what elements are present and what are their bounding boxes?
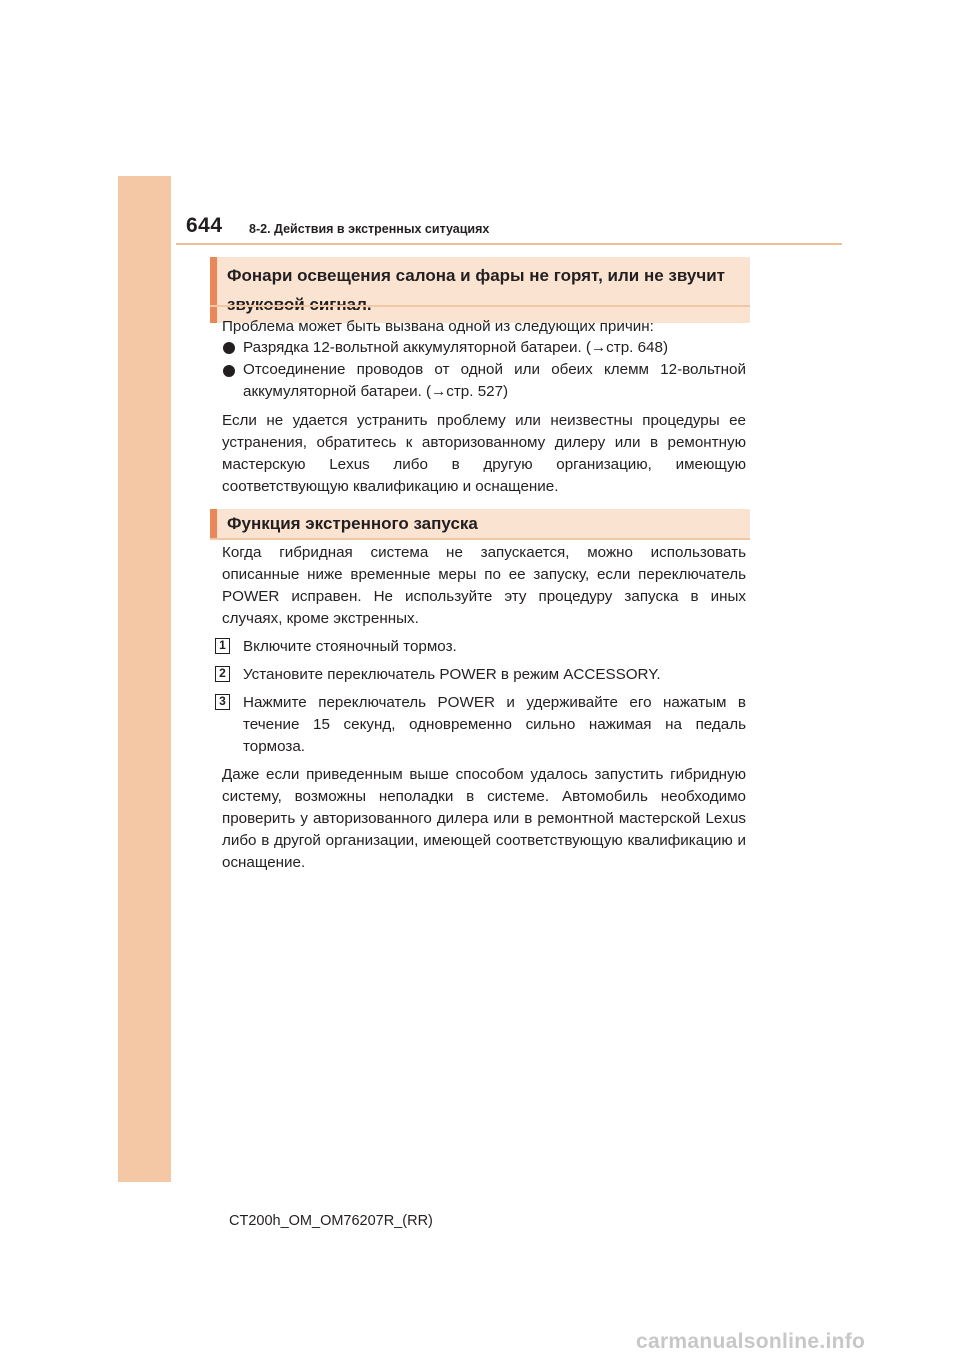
bullet-item-2: Отсоединение проводов от одной или обеих клемм 12-вольтной аккумуляторной батареи. (→стр. 527)	[243, 361, 746, 400]
bullet-icon	[223, 342, 235, 354]
step-number-2: 2	[215, 666, 230, 682]
heading-underline	[210, 305, 750, 307]
paragraph-check: Даже если приведенным выше способом удалось запустить гибридную систему, возможны неполадки в системе. Автомобиль необходимо проверить у авторизованного дилера или в ремонтной мастерской Lexus либо в другой организации, имеющей соответствующую квалификацию и оснащение.	[222, 766, 746, 871]
document-code: CT200h_OM_OM76207R_(RR)	[229, 1213, 433, 1229]
section-title: 8-2. Действия в экстренных ситуациях	[249, 222, 490, 236]
bullet-item-1: Разрядка 12-вольтной аккумуляторной батареи. (→стр. 648)	[243, 339, 669, 356]
step-number-3: 3	[215, 694, 230, 710]
bullet-icon	[223, 365, 235, 377]
paragraph-dealer: Если не удается устранить проблему или неизвестны процедуры ее устранения, обратитесь к авторизованному дилеру или в ремонтную мастерскую Lexus либо в другую организацию, имеющую соответствующую квалификацию и оснащение.	[222, 412, 746, 495]
paragraph-emergency-start: Когда гибридная система не запускается, можно использовать описанные ниже временные меры по ее запуску, если переключатель POWER исправен. Не используйте эту процедуру запуска в иных случаях, кроме экстренных.	[222, 544, 746, 627]
heading-emergency-start: Функция экстренного запуска	[210, 509, 750, 539]
watermark: carmanualsonline.info	[636, 1330, 866, 1353]
side-color-band	[118, 176, 171, 1182]
heading-lights-horn: Фонари освещения салона и фары не горят, или не звучит	[210, 257, 750, 323]
step-3-text: Нажмите переключатель POWER и удерживайте его нажатым в течение 15 секунд, одновременно сильно нажимая на педаль тормоза.	[243, 694, 746, 755]
heading-underline	[210, 538, 750, 540]
step-number-1: 1	[215, 638, 230, 654]
header-divider	[176, 243, 842, 245]
page-number: 644	[186, 214, 223, 237]
step-2-text: Установите переключатель POWER в режим ACCESSORY.	[243, 666, 661, 683]
intro-text: Проблема может быть вызвана одной из следующих причин:	[222, 318, 654, 335]
step-1-text: Включите стояночный тормоз.	[243, 638, 457, 655]
